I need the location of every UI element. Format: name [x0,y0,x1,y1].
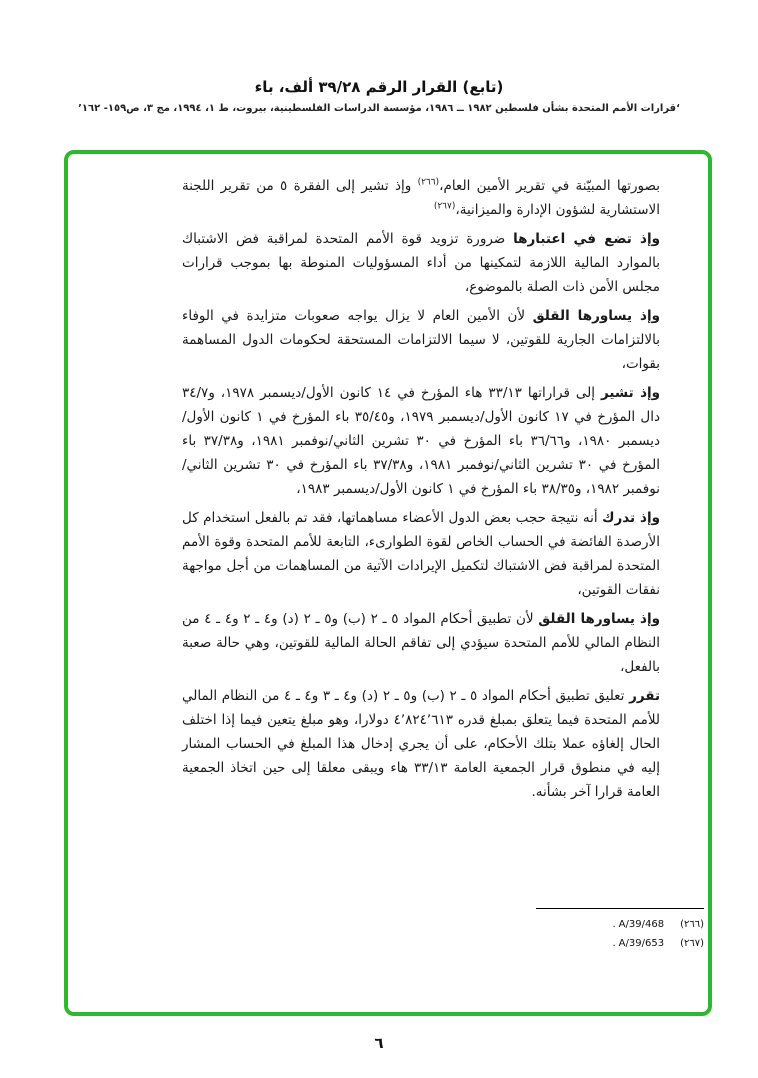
green-border-frame [64,150,712,1016]
document-symbol: A/39/653 [618,938,665,949]
document-header [0,78,758,114]
footnote-ref-266: (٢٦٦) [417,177,440,188]
paragraph-lead: وإذ تدرك [602,510,660,526]
document-symbol: A/39/468 [618,919,665,930]
paragraph-text: لأن تطبيق أحكام المواد ٥ ـ ٢ (ب) و٥ ـ ٢ (د) و٤ ـ ٢ و٤ ـ ٤ من النظام المالي للأمم المتحدة سيؤدي إلى تفاقم الحالة المالية للقوتين، وهي حالة صعبة بالفعل، [182,611,660,675]
paragraph-recalling [182,381,660,501]
footnote-marker: (٢٦٦) [680,919,704,930]
footnote-period: . [612,938,616,949]
paragraph-considering [182,227,660,299]
paragraph-lead: وإذ تضع في اعتبارها [513,231,661,247]
footnotes [532,908,704,953]
footnote-separator [536,908,704,909]
resolution-title: (تابع) القرار الرقم ٣٩/٢٨ ألف، باء [254,78,504,96]
resolution-body [182,174,660,809]
intro-text-1: بصورتها المبيّنة في تقرير الأمين العام، [439,178,660,194]
page-number: ٦ [374,1034,384,1052]
paragraph-aware [182,506,660,602]
paragraph-text: تعليق تطبيق أحكام المواد ٥ ـ ٢ (ب) و٥ ـ ٢ (د) و٤ ـ ٣ و٤ ـ ٤ من النظام المالي للأمم المتحدة فيما يتعلق بمبلغ قدره ٤٬٨٢٤٬٦١٣ دولارا، وهو مبلغ يتعين فيما إذا اختلف الحال إلغاؤه عملا بتلك الأحكام، على أن يجري إدخال هذا المبلغ في الحساب المشار إليه في منطوق قرار الجمعية العامة ٣٣/١٣ هاء ويبقى معلقا إلى حين اتخاذ الجمعية العامة قرارا آخر بشأنه. [182,688,661,800]
paragraph-text: ضرورة تزويد قوة الأمم المتحدة لمراقبة فض الاشتباك بالموارد المالية اللازمة لتمكينها من أداء المسؤوليات المنوطة بها بموجب قرارات مجلس الأمن ذات الصلة بالموضوع، [182,231,660,295]
paragraph-lead: وإذ يساورها القلق [538,611,660,627]
footnote-period: . [612,919,616,930]
paragraph-lead: وإذ يساورها القلق [532,308,660,324]
paragraph-lead: وإذ تشير [600,385,661,401]
paragraph-concerned-2 [182,607,660,679]
paragraph-concerned-1 [182,304,660,376]
footnote-marker: (٢٦٧) [680,938,704,949]
intro-text-2: وإذ تشير إلى الفقرة ٥ من تقرير اللجنة الاستشارية لشؤون الإدارة والميزانية، [182,178,660,218]
paragraph-text: أنه نتيجة حجب بعض الدول الأعضاء مساهماتها، فقد تم بالفعل استخدام كل الأرصدة الفائضة في الحساب الخاص لقوة الطوارىء، التابعة للأمم المتحدة وقوة الأمم المتحدة لمراقبة فض الاشتباك لتكميل الإيرادات الآتية من المساهمات من أجل مواجهة نفقات القوتين، [182,510,660,598]
source-citation: ‘قرارات الأمم المتحدة بشأن فلسطين ١٩٨٢ ــ ١٩٨٦، مؤسسة الدراسات الفلسطينية، بيروت، ط ١، ١٩٩٤، مج ٣، ص١٥٩- ١٦٢’ [78,103,680,114]
footnote-266 [532,915,704,934]
paragraph-text: إلى قراراتها ٣٣/١٣ هاء المؤرخ في ١٤ كانون الأول/ديسمبر ١٩٧٨، و٣٤/٧ دال المؤرخ في ١٧ كانون الأول/ديسمبر ١٩٧٩، و٣٥/٤٥ باء المؤرخ في ١ كانون الأول/ديسمبر ١٩٨٠، و٣٦/٦٦ باء المؤرخ في ٣٠ تشرين الثاني/نوفمبر ١٩٨١، و٣٧/٣٨ باء المؤرخ في ٣٠ تشرين الثاني/نوفمبر ١٩٨١، و٣٧/٣٨ باء المؤرخ في ٣٠ تشرين الثاني/نوفمبر ١٩٨٢، و٣٨/٣٥ باء المؤرخ في ١ كانون الأول/ديسمبر ١٩٨٣، [182,385,661,497]
paragraph-text: لأن الأمين العام لا يزال يواجه صعوبات متزايدة في الوفاء بالالتزامات الجارية للقوتين، لا سيما الالتزامات المستحقة لحكومات الدول المساهمة بقوات، [182,308,660,372]
paragraph-intro [182,174,660,222]
paragraph-decides [182,684,660,804]
paragraph-lead: تقرر [629,688,661,704]
footnote-267 [532,934,704,953]
footnote-ref-267: (٢٦٧) [433,201,456,212]
